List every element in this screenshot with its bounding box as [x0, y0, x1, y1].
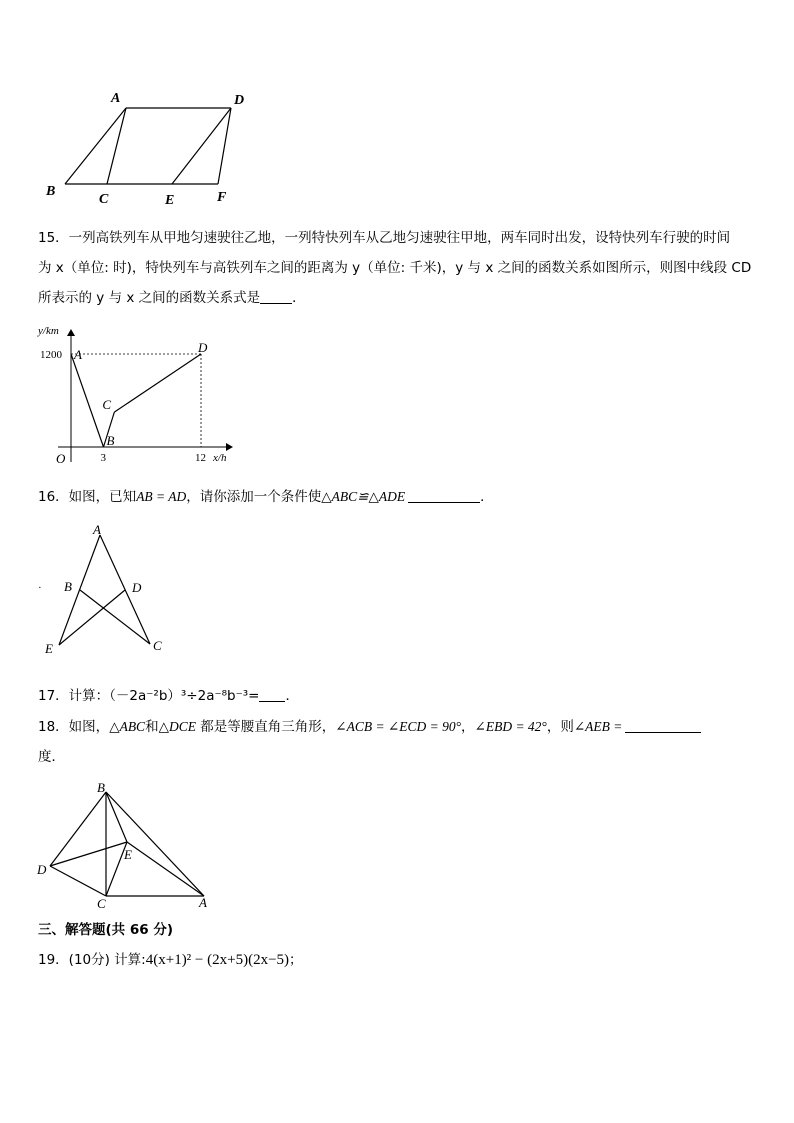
q17-end: ．: [285, 688, 299, 704]
fig16-line-AC: [100, 535, 150, 644]
q16-mid: ，请你添加一个条件使: [186, 489, 322, 505]
q16-condition: AB = AD: [136, 489, 187, 504]
q16-line: [38, 487, 494, 507]
graph15-y-tick-1200: 1200: [40, 349, 62, 361]
q19-line: [38, 950, 303, 970]
q19-prefix: 19．(10分) 计算:: [38, 952, 146, 968]
fig16-stray-dot: ·: [38, 582, 42, 594]
figure-14-parallelograms: [0, 0, 794, 215]
q18-prefix: 18．如图，: [38, 719, 110, 735]
q19-end: ；: [289, 952, 303, 968]
q17-answer-blank[interactable]: [259, 687, 285, 702]
graph15-y-axis-label: y/km: [38, 325, 59, 337]
fig14-line-DF: [218, 108, 231, 184]
q18-triangle-1: △ABC: [109, 719, 146, 734]
graph15-point-label-C: C: [102, 397, 112, 413]
q16-prefix: 16．如图，已知: [38, 489, 137, 505]
fig18-line-EA: [127, 842, 204, 896]
figure-16-triangles: [0, 515, 200, 665]
fig18-line-BE: [106, 792, 127, 842]
graph15-point-label-D: D: [198, 340, 208, 355]
fig14-label-E: E: [165, 193, 175, 208]
graph15-x-tick-3: 3: [100, 452, 106, 464]
graph15-x-tick-12: 12: [195, 452, 206, 464]
q18-condition-2: ∠EBD = 42°: [474, 719, 547, 734]
q18-comma: ，: [461, 719, 475, 735]
fig14-line-DE: [172, 108, 231, 184]
fig14-label-F: F: [217, 190, 227, 205]
fig18-label-D: D: [37, 862, 47, 877]
q15-end: ．: [292, 290, 306, 306]
q18-line-2: 度．: [38, 749, 65, 765]
q18-mid: 都是等腰直角三角形，: [195, 719, 336, 735]
graph15-x-axis-label: x/h: [213, 452, 227, 464]
fig16-label-A: A: [93, 522, 101, 537]
graph15-origin-label: O: [56, 451, 66, 466]
fig18-label-B: B: [97, 780, 105, 795]
fig18-line-DE: [50, 842, 127, 866]
q18-ask: ，则: [546, 719, 574, 735]
q15-line-1: 15．一列高铁列车从甲地匀速驶往乙地，一列特快列车从乙地匀速驶往甲地，两车同时出发，设特快列车行驶的时间: [38, 230, 731, 246]
fig16-label-E: E: [45, 641, 53, 656]
q19-expression: 4(x+1)² − (2x+5)(2x−5): [145, 952, 290, 968]
graph15-point-label-A: A: [74, 347, 82, 362]
q16-conclusion: △ABC≌△ADE: [321, 489, 406, 504]
q15-line-2: 为 x（单位: 时)，特快列车与高铁列车之间的距离为 y（单位: 千米)，y 与 x 之间的函数关系如图所示，则图中线段 CD: [38, 260, 752, 276]
fig14-label-B: B: [46, 184, 56, 199]
fig18-line-DC: [50, 866, 106, 896]
q17-text: 17．计算：（－2a⁻²b）³÷2a⁻⁸b⁻³=: [38, 688, 260, 704]
fig16-label-C: C: [153, 638, 162, 653]
fig18-label-E: E: [124, 847, 132, 862]
q18-line-1: [38, 717, 701, 737]
fig18-label-C: C: [97, 896, 106, 911]
fig18-label-A: A: [199, 895, 207, 910]
q18-triangle-2: △DCE: [158, 719, 196, 734]
graph15-segment-AB: [71, 354, 104, 447]
q18-target: ∠AEB =: [573, 719, 623, 734]
fig14-label-D: D: [234, 93, 245, 108]
fig16-label-B: B: [64, 579, 72, 594]
q16-end: ．: [480, 489, 494, 505]
q15-distance-time-graph: [0, 320, 260, 470]
figure-18-triangles: [0, 775, 230, 915]
fig16-label-D: D: [132, 580, 142, 595]
q17-line: [38, 686, 299, 706]
q15-line-3-text: 所表示的 y 与 x 之间的函数关系式是: [38, 290, 261, 306]
q18-and: 和: [145, 719, 159, 735]
q16-answer-blank[interactable]: [408, 488, 480, 503]
fig14-label-C: C: [99, 192, 109, 207]
section-3-title: 三、解答题(共 66 分): [38, 922, 174, 938]
q18-condition-1: ∠ACB = ∠ECD = 90°: [335, 719, 462, 734]
q18-answer-blank[interactable]: [625, 718, 701, 733]
q15-line-3: [38, 288, 306, 308]
graph15-segment-CD: [114, 354, 201, 412]
q15-answer-blank[interactable]: [260, 289, 292, 304]
fig14-label-A: A: [111, 91, 121, 106]
fig18-line-BD: [50, 792, 106, 866]
graph15-point-label-B: B: [106, 433, 115, 448]
